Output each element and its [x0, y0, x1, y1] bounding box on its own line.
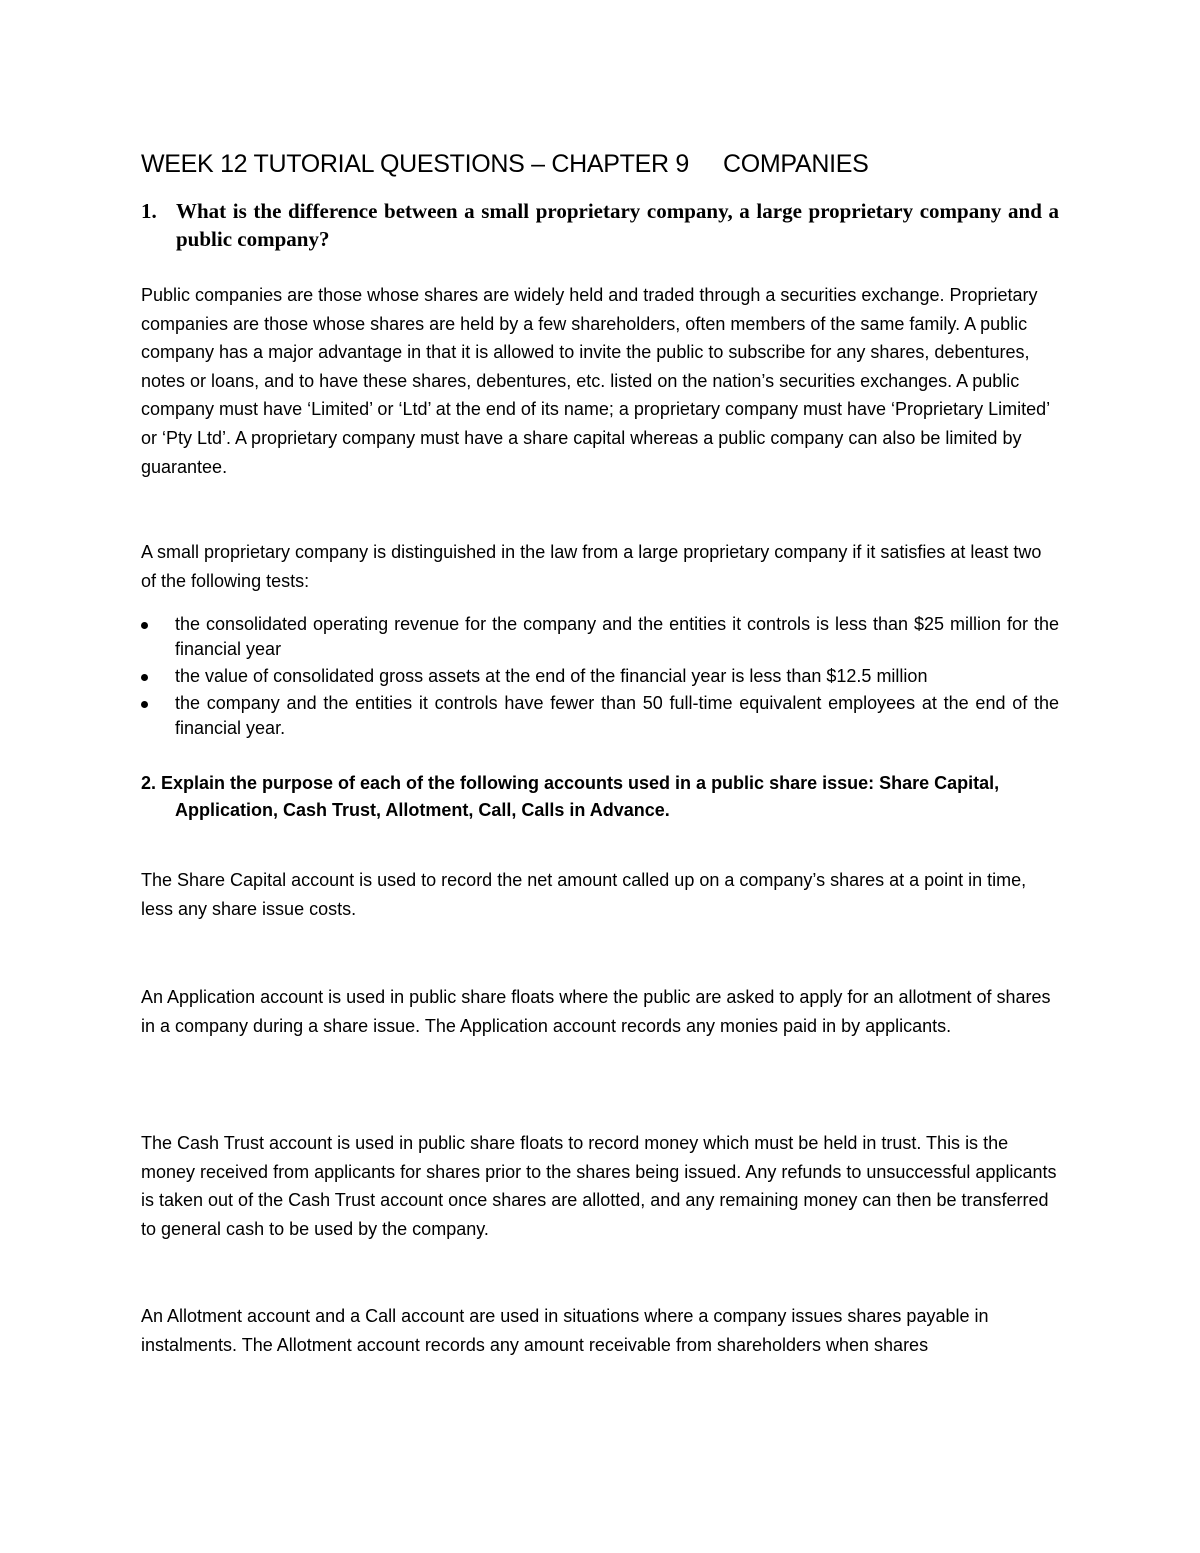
title-main: WEEK 12 TUTORIAL QUESTIONS – CHAPTER 9	[141, 150, 689, 178]
bullet-icon	[141, 622, 148, 629]
answer-share-capital: The Share Capital account is used to record the net amount called up on a company’s shares at a point in time, less any share issue costs.	[141, 870, 1027, 919]
question-1	[141, 197, 1059, 253]
list-item	[141, 691, 1059, 741]
title-topic: COMPANIES	[723, 150, 869, 178]
question-1-text: What is the difference between a small proprietary company, a large proprietary company and a public company?	[176, 199, 1059, 251]
answer-application: An Application account is used in public share floats where the public are asked to apply for an allotment of shares in a company during a share issue. The Application account records any monies paid in by applicants.	[141, 987, 1051, 1036]
list-item-text: the consolidated operating revenue for the company and the entities it controls is less than $25 million for the financial year	[175, 614, 1059, 659]
list-item-text: the value of consolidated gross assets at the end of the financial year is less than $12.5 million	[175, 666, 928, 686]
tests-list	[141, 612, 1059, 743]
answer-1-paragraph-1: Public companies are those whose shares are widely held and traded through a securities exchange. Proprietary companies are those whose shares are held by a few shareholders, often members of the same family. A public company has a major advantage in that it is allowed to invite the public to subscribe for any shares, debentures, notes or loans, and to have these shares, debentures, etc. listed on the nation’s securities exchanges. A public company must have ‘Limited’ or ‘Ltd’ at the end of its name; a proprietary company must have ‘Proprietary Limited’ or ‘Pty Ltd’. A proprietary company must have a share capital whereas a public company can also be limited by guarantee.	[141, 285, 1050, 477]
answer-cash-trust: The Cash Trust account is used in public share floats to record money which must be held in trust. This is the money received from applicants for shares prior to the shares being issued. Any refunds to unsuccessful applicants is taken out of the Cash Trust account once shares are allotted, and any remaining money can then be transferred to general cash to be used by the company.	[141, 1133, 1057, 1239]
list-item	[141, 664, 1059, 689]
bullet-icon	[141, 674, 148, 681]
question-1-number: 1.	[141, 199, 157, 223]
question-2-text: Explain the purpose of each of the following accounts used in a public share issue: Share Capital, Application, Cash Trust, Allotment, Call, Calls in Advance.	[161, 773, 1000, 820]
question-2	[141, 770, 1059, 824]
question-2-number: 2.	[141, 773, 157, 793]
list-item	[141, 612, 1059, 662]
list-item-text: the company and the entities it controls have fewer than 50 full-time equivalent employees at the end of the financial year.	[175, 693, 1059, 738]
bullet-icon	[141, 701, 148, 708]
answer-allotment-call: An Allotment account and a Call account are used in situations where a company issues shares payable in instalments. The Allotment account records any amount receivable from shareholders when shares	[141, 1306, 989, 1355]
answer-1-paragraph-2: A small proprietary company is distinguished in the law from a large proprietary company if it satisfies at least two of the following tests:	[141, 542, 1042, 591]
page-title	[141, 146, 1081, 182]
